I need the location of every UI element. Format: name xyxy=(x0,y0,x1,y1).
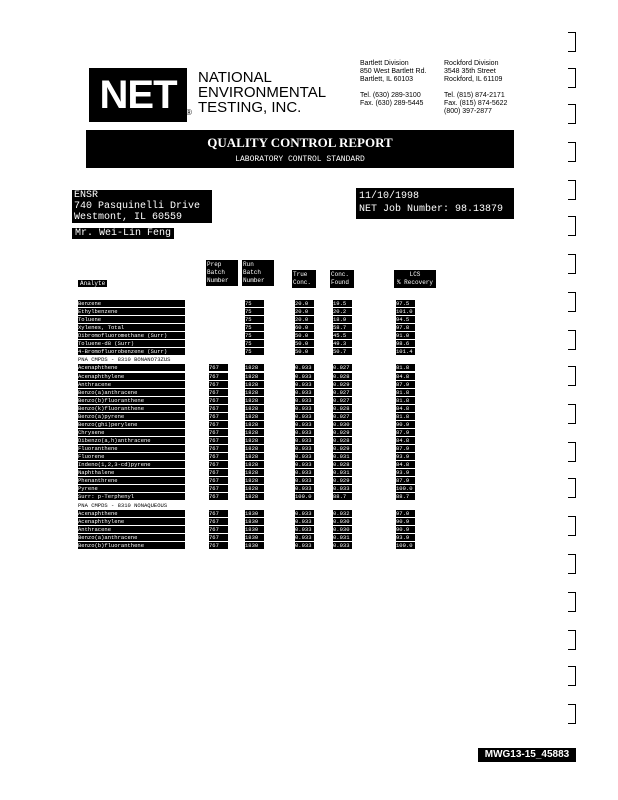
recovery-cell: 97.5 xyxy=(396,300,415,307)
section-title: PNA CMPDS - 8310 NONAQUEOUS xyxy=(78,501,168,509)
true-cell: 0.033 xyxy=(295,542,314,549)
report-date-block xyxy=(356,188,514,219)
found-cell: 0.033 xyxy=(333,542,352,549)
analyte-cell: Ethylbenzene xyxy=(78,308,185,315)
prep-cell: 767 xyxy=(209,485,228,492)
found-cell: 0.030 xyxy=(333,421,352,428)
report-date: 11/10/1998 xyxy=(359,191,420,202)
analyte-cell: Acenaphthene xyxy=(78,510,185,517)
analyte-cell: Anthracene xyxy=(78,381,185,388)
registered-mark: ® xyxy=(186,108,192,117)
true-cell: 0.033 xyxy=(295,485,314,492)
recovery-cell: 87.9 xyxy=(396,445,415,452)
recovery-cell: 97.0 xyxy=(396,510,415,517)
prep-cell: 767 xyxy=(209,493,228,500)
run-cell: 1828 xyxy=(245,413,264,420)
run-cell: 1828 xyxy=(245,421,264,428)
true-cell: 0.033 xyxy=(295,453,314,460)
found-cell: 0.028 xyxy=(333,437,352,444)
run-cell: 1828 xyxy=(245,477,264,484)
run-cell: 75 xyxy=(245,324,264,331)
found-cell: 0.033 xyxy=(333,485,352,492)
lcs-header-line: LCS xyxy=(409,271,421,278)
recovery-cell: 90.9 xyxy=(396,518,415,525)
analyte-cell: Indeno(1,2,3-cd)pyrene xyxy=(78,461,185,468)
analyte-cell: Benzo(k)fluoranthene xyxy=(78,405,185,412)
recovery-cell: 100.0 xyxy=(396,485,415,492)
analyte-cell: Benzo(a)anthracene xyxy=(78,534,185,541)
prep-cell: 767 xyxy=(209,445,228,452)
found-cell: 0.028 xyxy=(333,373,352,380)
recovery-cell: 84.8 xyxy=(396,405,415,412)
run-cell: 1828 xyxy=(245,453,264,460)
recovery-cell: 93.9 xyxy=(396,534,415,541)
prep-cell: 767 xyxy=(209,381,228,388)
index-tab xyxy=(568,516,576,536)
analyte-cell: Benzo(ghi)perylene xyxy=(78,421,185,428)
recovery-cell: 81.8 xyxy=(396,397,415,404)
prep-header-line: Batch xyxy=(207,269,226,276)
recovery-cell: 84.8 xyxy=(396,437,415,444)
recovery-cell: 101.4 xyxy=(396,348,415,355)
analyte-cell: Benzo(a)pyrene xyxy=(78,413,185,420)
recovery-cell: 101.0 xyxy=(396,308,415,315)
recovery-cell: 98.6 xyxy=(396,340,415,347)
index-tab xyxy=(568,404,576,424)
analyte-cell: Acenaphthylene xyxy=(78,373,185,380)
analyte-cell: Phenanthrene xyxy=(78,477,185,484)
prep-cell: 767 xyxy=(209,534,228,541)
true-cell: 0.033 xyxy=(295,461,314,468)
company-name xyxy=(198,70,326,115)
prep-cell: 767 xyxy=(209,542,228,549)
found-cell: 49.3 xyxy=(333,340,352,347)
run-cell: 75 xyxy=(245,348,264,355)
true-cell: 0.033 xyxy=(295,389,314,396)
net-logo: NET xyxy=(89,68,187,122)
prep-cell: 767 xyxy=(209,437,228,444)
run-header-line: Run xyxy=(243,261,254,268)
index-tab xyxy=(568,592,576,612)
true-cell: 0.033 xyxy=(295,429,314,436)
index-tab xyxy=(568,478,576,498)
recovery-cell: 84.8 xyxy=(396,461,415,468)
run-cell: 1828 xyxy=(245,405,264,412)
index-tab xyxy=(568,554,576,574)
true-cell: 20.0 xyxy=(295,316,314,323)
true-cell: 0.033 xyxy=(295,526,314,533)
index-tab xyxy=(568,330,576,350)
run-cell: 1830 xyxy=(245,510,264,517)
found-cell: 58.7 xyxy=(333,324,352,331)
recovery-cell: 93.9 xyxy=(396,469,415,476)
client-address xyxy=(72,190,212,223)
true-cell: 0.033 xyxy=(295,421,314,428)
true-cell: 20.0 xyxy=(295,300,314,307)
found-cell: 0.030 xyxy=(333,526,352,533)
found-cell: 19.5 xyxy=(333,300,352,307)
index-tab xyxy=(568,366,576,386)
recovery-cell: 97.8 xyxy=(396,324,415,331)
company-line-1: NATIONAL xyxy=(198,69,272,86)
index-tab xyxy=(568,630,576,650)
found-cell: 0.029 xyxy=(333,445,352,452)
run-header-line: Batch xyxy=(243,269,262,276)
recovery-cell: 91.0 xyxy=(396,332,415,339)
found-cell: 0.028 xyxy=(333,405,352,412)
run-cell: 1828 xyxy=(245,381,264,388)
true-cell: 0.033 xyxy=(295,413,314,420)
true-cell: 20.0 xyxy=(295,308,314,315)
run-cell: 75 xyxy=(245,332,264,339)
section-title: PNA CMPDS - 8310 BONANO73ZUS xyxy=(78,356,171,364)
analyte-cell: Acenaphthene xyxy=(78,364,185,371)
analyte-header: Analyte xyxy=(80,280,106,287)
run-header-line: Number xyxy=(243,277,265,284)
rockford-address: Rockford Division 3548 35th Street Rockford, IL 61109 Tel. (815) 874-2171 Fax. (815) 874-5622 (800) 397-2877 xyxy=(444,60,508,115)
true-cell: 0.033 xyxy=(295,405,314,412)
company-line-3: TESTING, INC. xyxy=(198,99,302,116)
prep-cell: 767 xyxy=(209,413,228,420)
run-cell: 75 xyxy=(245,340,264,347)
analyte-cell: Anthracene xyxy=(78,526,185,533)
recovery-cell: 84.8 xyxy=(396,373,415,380)
prep-cell: 767 xyxy=(209,461,228,468)
run-cell: 1828 xyxy=(245,429,264,436)
run-cell: 1828 xyxy=(245,445,264,452)
prep-cell: 767 xyxy=(209,526,228,533)
analyte-cell: Xylenes, Total xyxy=(78,324,185,331)
true-cell: 0.033 xyxy=(295,477,314,484)
recovery-cell: 87.9 xyxy=(396,477,415,484)
prep-cell: 767 xyxy=(209,477,228,484)
index-tab xyxy=(568,180,576,200)
found-cell: 18.9 xyxy=(333,316,352,323)
true-cell: 0.033 xyxy=(295,445,314,452)
found-cell: 0.031 xyxy=(333,453,352,460)
run-cell: 1830 xyxy=(245,526,264,533)
found-cell: 0.027 xyxy=(333,413,352,420)
true-cell: 50.0 xyxy=(295,332,314,339)
prep-cell: 767 xyxy=(209,429,228,436)
prep-cell: 767 xyxy=(209,364,228,371)
found-cell: 20.2 xyxy=(333,308,352,315)
conc-header-line: Conc. xyxy=(331,271,350,278)
client-city: Westmont, IL 60559 xyxy=(74,212,183,223)
company-line-2: ENVIRONMENTAL xyxy=(198,84,327,101)
found-cell: 0.031 xyxy=(333,534,352,541)
run-cell: 1828 xyxy=(245,493,264,500)
lcs-recovery-header xyxy=(394,270,436,288)
prep-batch-header xyxy=(206,260,238,286)
true-cell: 60.0 xyxy=(295,324,314,331)
run-cell: 1828 xyxy=(245,364,264,371)
recovery-cell: 94.5 xyxy=(396,316,415,323)
found-cell: 0.027 xyxy=(333,389,352,396)
run-cell: 1828 xyxy=(245,397,264,404)
prep-cell: 767 xyxy=(209,518,228,525)
recovery-cell: 93.9 xyxy=(396,453,415,460)
analyte-cell: Chrysene xyxy=(78,429,185,436)
run-cell: 1830 xyxy=(245,542,264,549)
true-cell: 0.033 xyxy=(295,364,314,371)
index-tab xyxy=(568,68,576,88)
analyte-cell: Pyrene xyxy=(78,485,185,492)
true-cell: 0.033 xyxy=(295,437,314,444)
prep-cell: 767 xyxy=(209,453,228,460)
recovery-cell: 87.9 xyxy=(396,381,415,388)
index-tab xyxy=(568,666,576,686)
report-subtitle: LABORATORY CONTROL STANDARD xyxy=(235,155,365,164)
analyte-cell: Naphthalene xyxy=(78,469,185,476)
index-tab xyxy=(568,254,576,274)
analyte-cell: Fluorene xyxy=(78,453,185,460)
prep-cell: 767 xyxy=(209,469,228,476)
recovery-cell: 90.9 xyxy=(396,421,415,428)
run-cell: 1830 xyxy=(245,518,264,525)
prep-cell: 767 xyxy=(209,510,228,517)
recovery-cell: 87.9 xyxy=(396,429,415,436)
index-tab xyxy=(568,32,576,52)
index-tab xyxy=(568,704,576,724)
found-cell: 0.029 xyxy=(333,429,352,436)
prep-header-line: Number xyxy=(207,277,229,284)
found-cell: 50.7 xyxy=(333,348,352,355)
found-cell: 0.027 xyxy=(333,364,352,371)
run-cell: 1828 xyxy=(245,437,264,444)
found-cell: 0.031 xyxy=(333,469,352,476)
analyte-cell: Surr: p-Terphenyl xyxy=(78,493,185,500)
prep-cell: 767 xyxy=(209,397,228,404)
index-tab xyxy=(568,442,576,462)
true-cell: 0.033 xyxy=(295,510,314,517)
analyte-cell: Toluene xyxy=(78,316,185,323)
run-cell: 1828 xyxy=(245,469,264,476)
recovery-cell: 81.8 xyxy=(396,364,415,371)
true-cell: 0.033 xyxy=(295,397,314,404)
prep-cell: 767 xyxy=(209,421,228,428)
found-cell: 0.029 xyxy=(333,381,352,388)
found-cell: 0.027 xyxy=(333,397,352,404)
analyte-cell: 4-Bromofluorobenzene (Surr) xyxy=(78,348,185,355)
analyte-cell: Dibromofluoromethane (Surr) xyxy=(78,332,185,339)
recovery-cell: 100.0 xyxy=(396,542,415,549)
recovery-cell: 81.8 xyxy=(396,389,415,396)
found-cell: 0.030 xyxy=(333,518,352,525)
job-number: NET Job Number: 98.13879 xyxy=(359,204,504,215)
true-cell: 0.033 xyxy=(295,381,314,388)
run-cell: 75 xyxy=(245,300,264,307)
true-header-line: True xyxy=(293,271,308,278)
true-cell: 50.0 xyxy=(295,340,314,347)
report-title: QUALITY CONTROL REPORT xyxy=(207,135,393,150)
run-cell: 1828 xyxy=(245,389,264,396)
run-cell: 75 xyxy=(245,316,264,323)
true-cell: 0.033 xyxy=(295,469,314,476)
found-cell: 0.029 xyxy=(333,477,352,484)
client-name: ENSR xyxy=(74,190,99,201)
found-cell: 45.5 xyxy=(333,332,352,339)
run-batch-header xyxy=(242,260,274,286)
recovery-cell: 81.8 xyxy=(396,413,415,420)
found-cell: 0.028 xyxy=(333,461,352,468)
bates-stamp: MWG13-15_45883 xyxy=(478,748,576,762)
true-header-line: Conc. xyxy=(293,279,312,286)
client-street: 740 Pasquinelli Drive xyxy=(74,201,201,212)
run-cell: 1828 xyxy=(245,485,264,492)
analyte-cell: Toluene-d8 (Surr) xyxy=(78,340,185,347)
recovery-cell: 90.9 xyxy=(396,526,415,533)
true-cell: 50.0 xyxy=(295,348,314,355)
prep-cell: 767 xyxy=(209,405,228,412)
analyte-cell: Benzo(a)anthracene xyxy=(78,389,185,396)
recovery-cell: 88.7 xyxy=(396,493,415,500)
analyte-cell: Benzene xyxy=(78,300,185,307)
analyte-cell: Fluoranthene xyxy=(78,445,185,452)
lcs-header-line: % Recovery xyxy=(396,279,433,286)
true-cell: 100.0 xyxy=(295,493,314,500)
prep-header-line: Prep xyxy=(207,261,222,268)
found-cell: 88.7 xyxy=(333,493,352,500)
prep-cell: 767 xyxy=(209,389,228,396)
conc-header-line: Found xyxy=(331,279,350,286)
conc-found-header xyxy=(330,270,354,288)
analyte-cell: Acenaphthylene xyxy=(78,518,185,525)
index-tab xyxy=(568,292,576,312)
analyte-cell: Dibenzo(a,h)anthracene xyxy=(78,437,185,444)
index-tab xyxy=(568,216,576,236)
true-cell: 0.033 xyxy=(295,534,314,541)
index-tab xyxy=(568,142,576,162)
run-cell: 1828 xyxy=(245,373,264,380)
analyte-cell: Benzo(b)fluoranthene xyxy=(78,397,185,404)
run-cell: 1828 xyxy=(245,461,264,468)
true-conc-header xyxy=(292,270,316,288)
run-cell: 1830 xyxy=(245,534,264,541)
analyte-cell: Benzo(b)fluoranthene xyxy=(78,542,185,549)
client-contact: Mr. Wei-Lin Feng xyxy=(72,228,174,239)
run-cell: 75 xyxy=(245,308,264,315)
found-cell: 0.032 xyxy=(333,510,352,517)
index-tab xyxy=(568,104,576,124)
bartlett-address: Bartlett Division 850 West Bartlett Rd. Bartlett, IL 60103 Tel. (630) 289-3100 Fax. (630) 289-5445 xyxy=(360,60,427,107)
true-cell: 0.033 xyxy=(295,518,314,525)
true-cell: 0.033 xyxy=(295,373,314,380)
prep-cell: 767 xyxy=(209,373,228,380)
